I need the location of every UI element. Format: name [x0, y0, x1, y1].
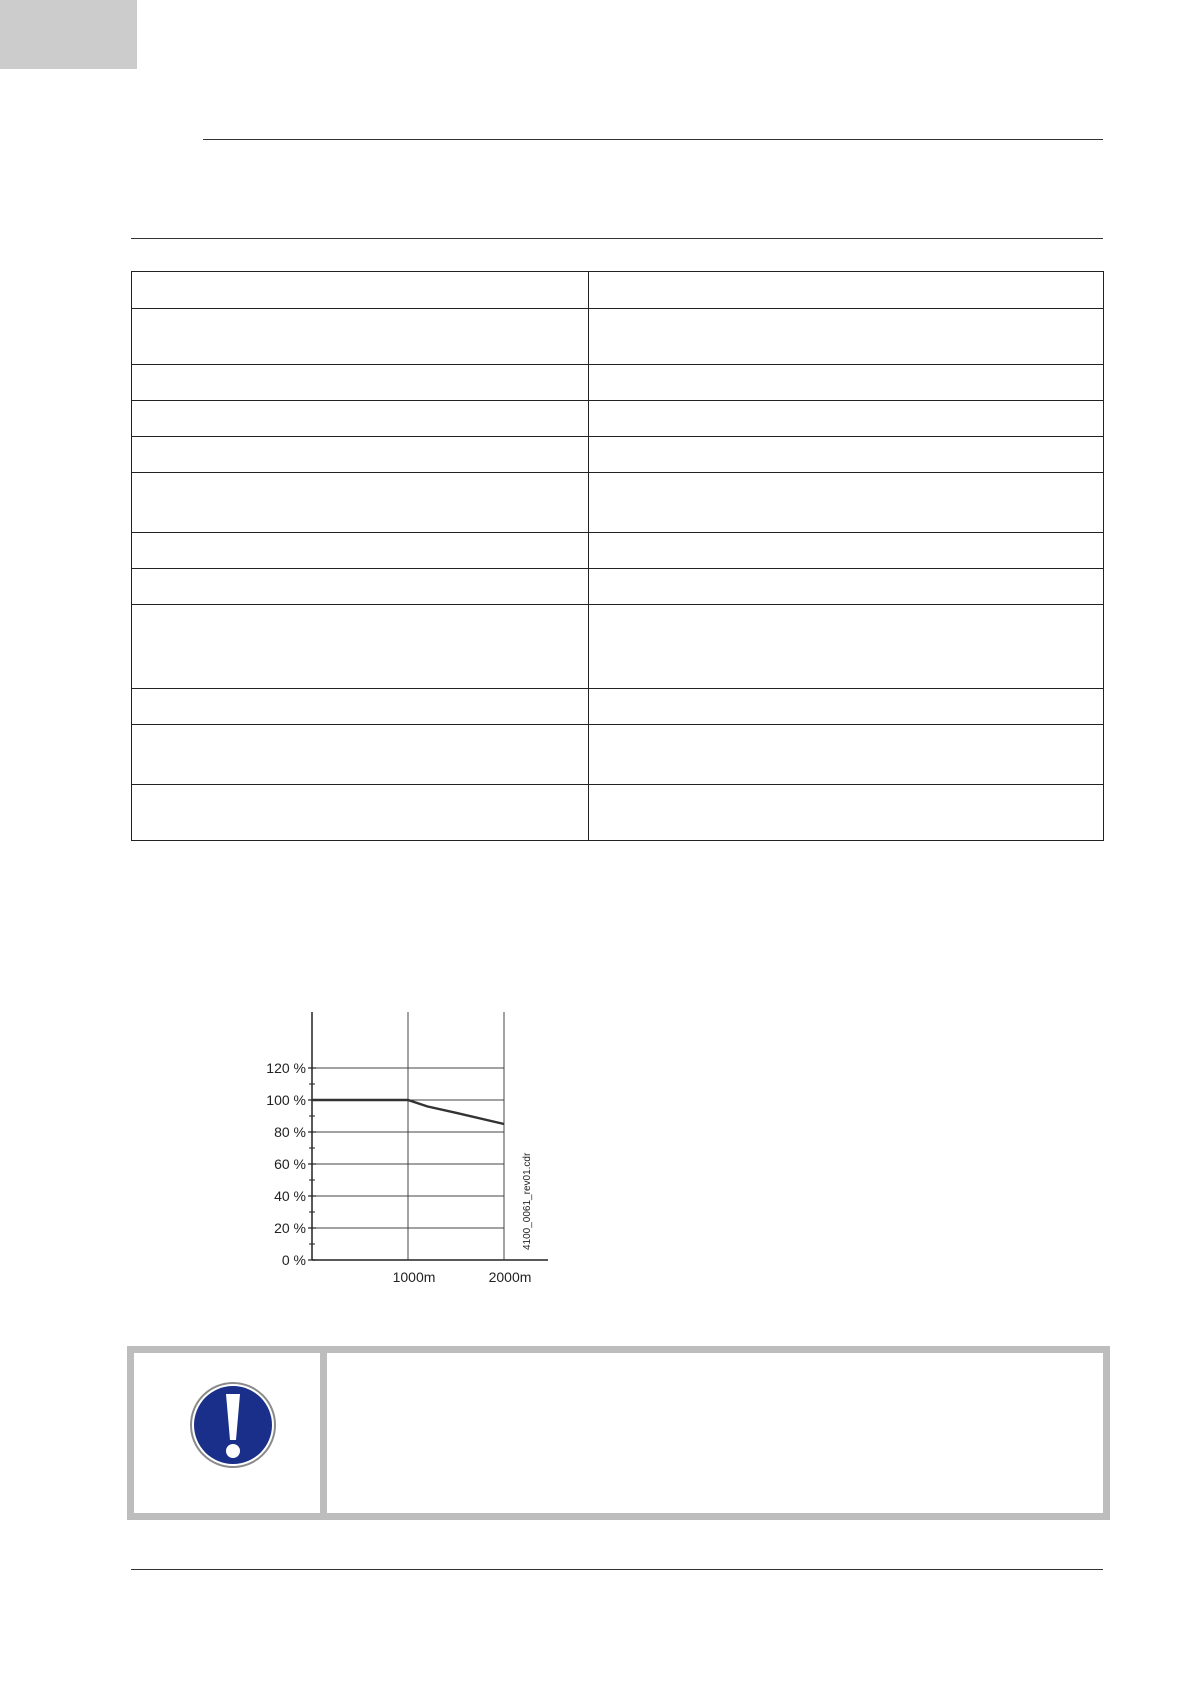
table-cell-label — [132, 473, 589, 533]
section-rule — [131, 238, 1103, 239]
table-cell-label — [132, 785, 589, 841]
table-row — [132, 725, 1104, 785]
table-cell-value — [589, 309, 1104, 365]
footer-rule — [131, 1569, 1103, 1570]
exclamation-icon — [188, 1380, 278, 1470]
chart-file-label: 4100_0061_rev01.cdr — [522, 1152, 533, 1250]
table-cell-value — [589, 785, 1104, 841]
table-row — [132, 272, 1104, 309]
chart-y-tick-label: 100 % — [266, 1092, 306, 1108]
table-row — [132, 569, 1104, 605]
header-rule — [203, 139, 1103, 140]
table-row — [132, 785, 1104, 841]
chart-y-tick-labels — [266, 1060, 306, 1268]
table-row — [132, 689, 1104, 725]
altitude-derating-chart — [250, 1010, 550, 1300]
table-cell-label — [132, 689, 589, 725]
chart-y-tick-label: 40 % — [274, 1188, 306, 1204]
table-cell-value — [589, 689, 1104, 725]
table-row — [132, 309, 1104, 365]
table-cell-value — [589, 533, 1104, 569]
table-cell-label — [132, 401, 589, 437]
chart-x-tick-label: 1000m — [392, 1269, 436, 1285]
table-cell-label — [132, 569, 589, 605]
table-cell-value — [589, 473, 1104, 533]
spec-table — [131, 271, 1104, 841]
table-cell-label — [132, 725, 589, 785]
chart-y-tick-label: 0 % — [281, 1252, 306, 1268]
table-row — [132, 401, 1104, 437]
header-corner-block — [0, 0, 137, 69]
table-cell-label — [132, 309, 589, 365]
table-cell-value — [589, 365, 1104, 401]
chart-y-tick-label: 60 % — [274, 1156, 306, 1172]
table-cell-value — [589, 569, 1104, 605]
table-cell-value — [589, 605, 1104, 689]
table-row — [132, 437, 1104, 473]
chart-axes — [308, 1012, 548, 1260]
chart-y-tick-label: 120 % — [266, 1060, 306, 1076]
chart-y-tick-label: 20 % — [274, 1220, 306, 1236]
table-row — [132, 473, 1104, 533]
table-cell-label — [132, 272, 589, 309]
table-row — [132, 533, 1104, 569]
table-cell-label — [132, 365, 589, 401]
chart-x-tick-labels — [393, 1269, 532, 1285]
notice-box — [127, 1346, 1110, 1520]
table-cell-value — [589, 272, 1104, 309]
table-row — [132, 605, 1104, 689]
chart-grid — [312, 1012, 504, 1260]
notice-divider — [320, 1353, 327, 1513]
table-cell-value — [589, 437, 1104, 473]
table-cell-value — [589, 401, 1104, 437]
table-cell-value — [589, 725, 1104, 785]
chart-x-tick-label: 2000m — [488, 1269, 532, 1285]
table-row — [132, 365, 1104, 401]
table-cell-label — [132, 437, 589, 473]
chart-y-tick-label: 80 % — [274, 1124, 306, 1140]
table-cell-label — [132, 605, 589, 689]
table-cell-label — [132, 533, 589, 569]
